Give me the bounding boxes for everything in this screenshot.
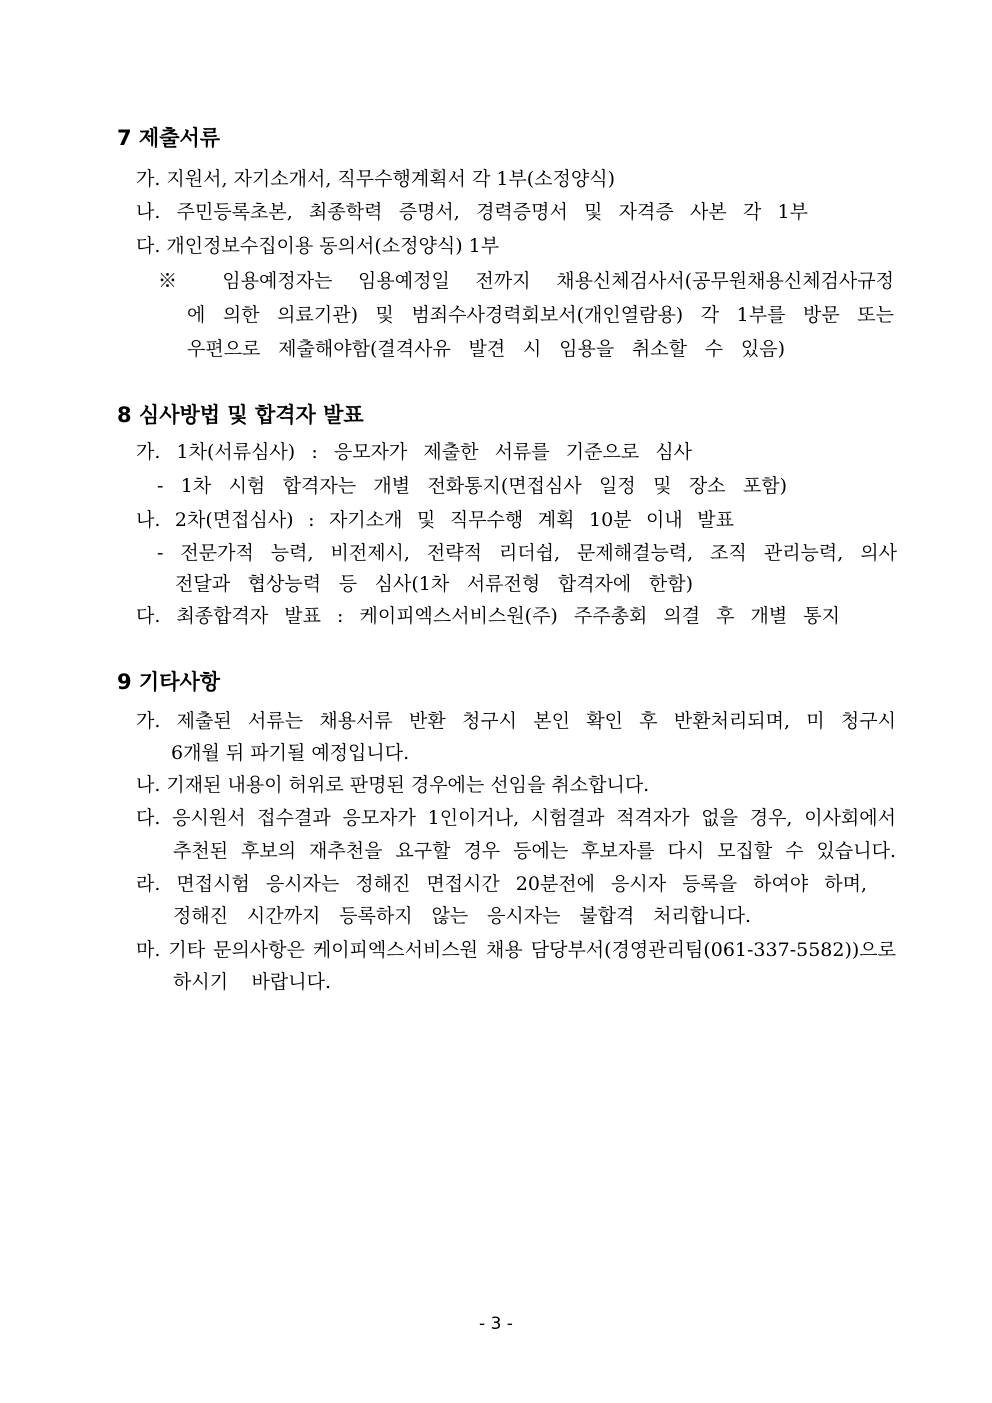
- section-heading-screening-method: 8 심사방법 및 합격자 발표: [117, 403, 364, 427]
- sub-item: - 전문가적 능력, 비전제시, 전략적 리더쉽, 문제해결능력, 조직 관리능력, 의사: [157, 542, 897, 564]
- list-item: 가. 1차(서류심사) : 응모자가 제출한 서류를 기준으로 심사: [136, 441, 692, 463]
- list-item-continuation: 하시기 바랍니다.: [173, 971, 331, 993]
- list-item: 다. 최종합격자 발표 : 케이피엑스서비스원(주) 주주총회 의결 후 개별 통지: [136, 605, 840, 627]
- list-item: 다. 응시원서 접수결과 응모자가 1인이거나, 시험결과 적격자가 없을 경우, 이사회에서: [136, 807, 896, 829]
- list-item: 나. 기재된 내용이 허위로 판명된 경우에는 선임을 취소합니다.: [136, 774, 650, 796]
- list-item-continuation: 추천된 후보의 재추천을 요구할 경우 등에는 후보자를 다시 모집할 수 있습니다.: [173, 840, 896, 862]
- list-item-continuation: 정해진 시간까지 등록하지 않는 응시자는 불합격 처리합니다.: [173, 905, 751, 927]
- sub-item: 전달과 협상능력 등 심사(1차 서류전형 합격자에 한함): [175, 573, 693, 595]
- sub-item: - 1차 시험 합격자는 개별 전화통지(면접심사 일정 및 장소 포함): [157, 475, 787, 497]
- note-line: 우편으로 제출해야함(결격사유 발견 시 임용을 취소할 수 있음): [187, 338, 785, 360]
- list-item-continuation: 6개월 뒤 파기될 예정입니다.: [171, 742, 410, 764]
- list-item: 가. 지원서, 자기소개서, 직무수행계획서 각 1부(소정양식): [136, 168, 616, 190]
- list-item: 나. 2차(면접심사) : 자기소개 및 직무수행 계획 10분 이내 발표: [136, 509, 734, 531]
- page-number: - 3 -: [479, 1314, 513, 1334]
- list-item: 가. 제출된 서류는 채용서류 반환 청구시 본인 확인 후 반환처리되며, 미 청구시: [136, 710, 896, 732]
- list-item: 마. 기타 문의사항은 케이피엑스서비스원 채용 담당부서(경영관리팀(061-337-5582))으로: [136, 939, 896, 961]
- note-line: 에 의한 의료기관) 및 범죄수사경력회보서(개인열람용) 각 1부를 방문 또는: [187, 304, 894, 326]
- list-item: 나. 주민등록초본, 최종학력 증명서, 경력증명서 및 자격증 사본 각 1부: [136, 201, 808, 223]
- note-line: ※ 임용예정자는 임용예정일 전까지 채용신체검사서(공무원채용신체검사규정: [158, 270, 894, 292]
- section-heading-other-matters: 9 기타사항: [117, 670, 221, 694]
- list-item: 다. 개인정보수집이용 동의서(소정양식) 1부: [136, 235, 500, 257]
- section-heading-submission-documents: 7 제출서류: [117, 126, 221, 150]
- list-item: 라. 면접시험 응시자는 정해진 면접시간 20분전에 응시자 등록을 하여야 하며,: [136, 873, 867, 895]
